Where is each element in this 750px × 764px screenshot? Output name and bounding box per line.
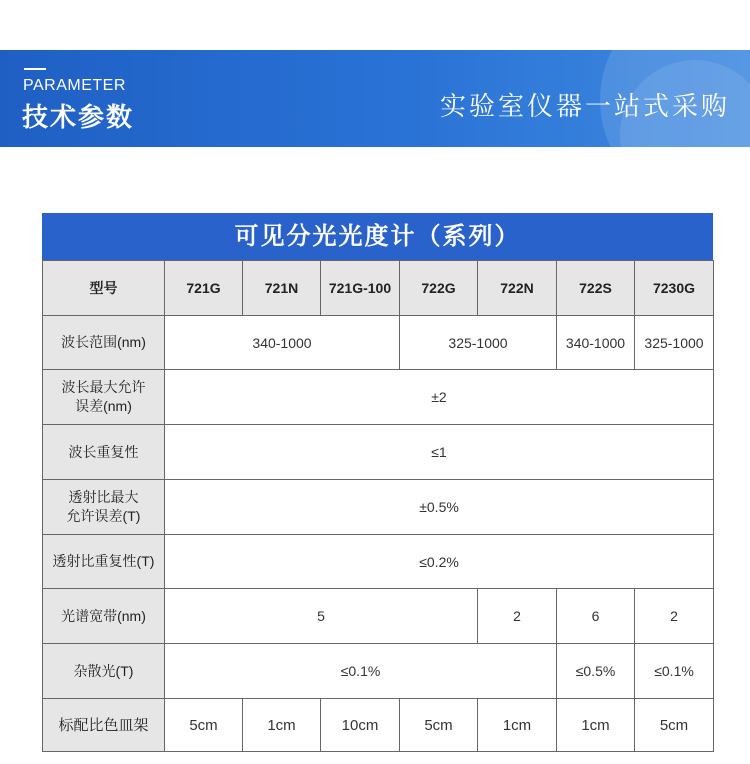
table-cell: ≤0.2% [165, 535, 714, 589]
table-cell: 5 [165, 589, 478, 644]
table-cell: 1cm [478, 699, 557, 752]
table-row [43, 644, 714, 699]
table-row [43, 480, 714, 535]
row-label: 杂散光(T) [43, 644, 165, 699]
table-row [43, 535, 714, 589]
table-row [43, 589, 714, 644]
row-label-line: 允许误差(T) [66, 508, 141, 524]
table-cell: ≤1 [165, 425, 714, 480]
table-cell: 5cm [165, 699, 243, 752]
table-title: 可见分光光度计（系列） [42, 213, 713, 260]
table-cell: 10cm [321, 699, 400, 752]
banner-slogan: 实验室仪器一站式采购 [439, 92, 730, 122]
table-cell: 5cm [635, 699, 714, 752]
model-header: 722S [557, 261, 635, 316]
parameter-banner [0, 50, 750, 147]
spec-table [42, 260, 714, 752]
table-cell: 5cm [400, 699, 478, 752]
table-cell: 1cm [243, 699, 321, 752]
table-cell: 2 [478, 589, 557, 644]
table-row [43, 370, 714, 425]
table-cell: 2 [635, 589, 714, 644]
table-cell: 1cm [557, 699, 635, 752]
header-label-model: 型号 [43, 261, 165, 316]
banner-accent-line [24, 68, 46, 70]
model-header: 721G-100 [321, 261, 400, 316]
spec-table-container [42, 213, 713, 752]
model-header: 7230G [635, 261, 714, 316]
banner-english-heading: PARAMETER [23, 77, 126, 94]
row-label [43, 370, 165, 425]
model-header: 722G [400, 261, 478, 316]
table-cell: 325-1000 [400, 316, 557, 370]
row-label [43, 480, 165, 535]
row-label: 标配比色皿架 [43, 699, 165, 752]
table-cell: 340-1000 [165, 316, 400, 370]
row-label-line: 透射比最大 [68, 489, 139, 505]
row-label: 光谱宽带(nm) [43, 589, 165, 644]
table-cell: ±0.5% [165, 480, 714, 535]
row-label-line: 误差(nm) [75, 398, 132, 414]
row-label-line: 波长最大允许 [61, 379, 146, 395]
row-label: 透射比重复性(T) [43, 535, 165, 589]
table-cell: ≤0.1% [635, 644, 714, 699]
table-header-row [43, 261, 714, 316]
table-row [43, 699, 714, 752]
table-cell: ≤0.1% [165, 644, 557, 699]
table-cell: 325-1000 [635, 316, 714, 370]
table-cell: 6 [557, 589, 635, 644]
row-label: 波长范围(nm) [43, 316, 165, 370]
table-row [43, 316, 714, 370]
model-header: 721G [165, 261, 243, 316]
banner-chinese-heading: 技术参数 [22, 103, 135, 133]
table-cell: ±2 [165, 370, 714, 425]
table-cell: 340-1000 [557, 316, 635, 370]
row-label: 波长重复性 [43, 425, 165, 480]
model-header: 722N [478, 261, 557, 316]
table-row [43, 425, 714, 480]
model-header: 721N [243, 261, 321, 316]
table-cell: ≤0.5% [557, 644, 635, 699]
